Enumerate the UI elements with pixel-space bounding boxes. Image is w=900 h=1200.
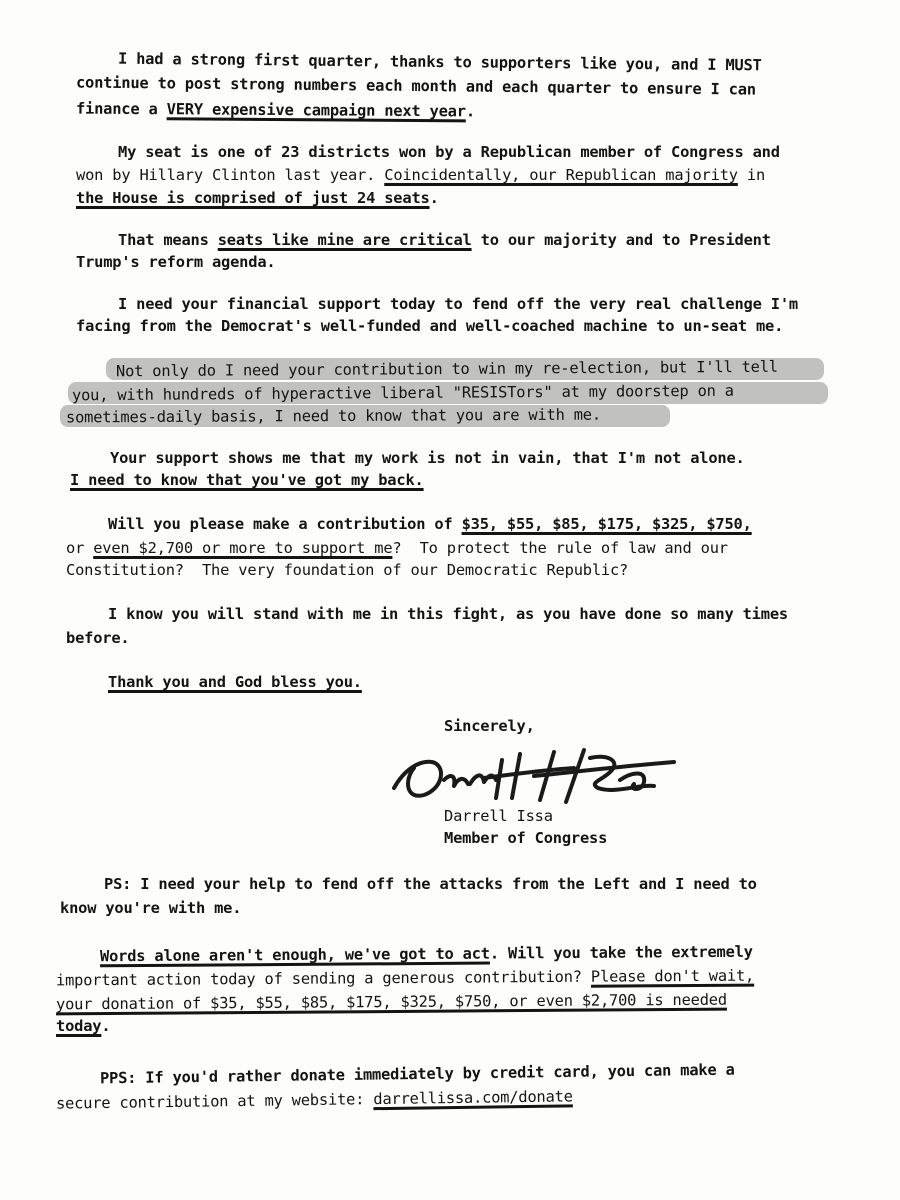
p6-underlined-phrase: I need to know that you've got my back. xyxy=(70,471,424,489)
p2-line3 xyxy=(76,188,439,208)
p3-line1 xyxy=(118,230,771,250)
pps-line2 xyxy=(56,1086,573,1113)
p7-line1-text: Will you please make a contribution of xyxy=(108,515,462,533)
ps2-please-dont-wait: Please don't wait, xyxy=(590,966,755,986)
ps2-line3 xyxy=(56,990,727,1015)
ps2-line4 xyxy=(56,1016,110,1036)
p2-underlined-phrase-2: the House is comprised of just 24 seats xyxy=(76,189,430,207)
donate-url-link[interactable]: darrellissa.com/donate xyxy=(373,1087,573,1109)
ps2-underlined-phrase: Words alone aren't enough, we've got to act xyxy=(99,944,490,966)
p8-line2: before. xyxy=(66,629,130,647)
p7-line2-text: or xyxy=(66,539,94,557)
ps2-line4-end: . xyxy=(101,1017,111,1035)
p1-underlined-phrase: VERY expensive campaign next year xyxy=(166,100,466,121)
closing-salutation: Sincerely, xyxy=(444,717,535,735)
pps-line2-text: secure contribution at my website: xyxy=(55,1090,374,1113)
signer-name: Darrell Issa xyxy=(444,807,553,825)
thank-you-phrase: Thank you and God bless you. xyxy=(108,673,362,691)
p7-line2 xyxy=(66,538,728,558)
p5-line2: you, with hundreds of hyperactive liberal "RESISTors" at my doorstep on a xyxy=(71,381,734,405)
p2-line2-text: won by Hillary Clinton last year. xyxy=(76,166,385,184)
ps2-line2 xyxy=(56,966,754,991)
ps2-line2-text: important action today of sending a generous contribution? xyxy=(55,967,591,990)
p7-line2-end: ? To protect the rule of law and our xyxy=(392,539,728,557)
p7-underlined-phrase: even $2,700 or more to support me xyxy=(93,539,393,557)
p3-underlined-phrase: seats like mine are critical xyxy=(217,231,472,249)
p9-line1 xyxy=(108,672,362,692)
p3-line1-end: to our majority and to President xyxy=(471,231,771,249)
p3-line2: Trump's reform agenda. xyxy=(76,253,276,271)
p7-amounts: $35, $55, $85, $175, $325, $750, xyxy=(461,515,752,533)
pps-line1: PPS: If you'd rather donate immediately by credit card, you can make a xyxy=(99,1060,735,1088)
p2-line3-end: . xyxy=(429,189,439,207)
ps2-today: today xyxy=(56,1017,102,1035)
handwritten-signature xyxy=(384,740,684,810)
ps2-line1-end: . Will you take the extremely xyxy=(489,942,753,963)
p6-line1: Your support shows me that my work is not in vain, that I'm not alone. xyxy=(110,449,745,467)
p3-line1-text: That means xyxy=(118,231,218,249)
p8-line1: I know you will stand with me in this fight, as you have done so many times xyxy=(108,605,788,623)
p1-line3-text: finance a xyxy=(75,99,167,119)
p4-line1: I need your financial support today to fend off the very real challenge I'm xyxy=(118,295,798,313)
p7-line3: Constitution? The very foundation of our Democratic Republic? xyxy=(66,561,629,579)
p2-line1: My seat is one of 23 districts won by a Republican member of Congress and xyxy=(118,143,780,161)
ps2-amounts-line: your donation of $35, $55, $85, $175, $325, $750, or even $2,700 is needed xyxy=(55,990,727,1014)
p1-line2: continue to post strong numbers each month and each quarter to ensure I can xyxy=(75,73,757,99)
signer-title: Member of Congress xyxy=(444,829,608,847)
p5-line1: Not only do I need your contribution to win my re-election, but I'll tell xyxy=(115,357,778,381)
p2-underlined-phrase: Coincidentally, our Republican majority xyxy=(384,166,738,184)
ps-line2: know you're with me. xyxy=(60,899,242,917)
p5-line3: sometimes-daily basis, I need to know that you are with me. xyxy=(65,405,601,427)
ps-line1: PS: I need your help to fend off the attacks from the Left and I need to xyxy=(104,875,757,893)
p1-line1: I had a strong first quarter, thanks to supporters like you, and I MUST xyxy=(117,49,762,75)
p4-line2: facing from the Democrat's well-funded and well-coached machine to un-seat me. xyxy=(76,317,784,335)
p7-line1 xyxy=(108,514,752,534)
p6-line2 xyxy=(70,470,424,490)
p1-line3 xyxy=(76,99,475,122)
p1-line3-end: . xyxy=(465,102,475,121)
ps2-line1 xyxy=(100,942,753,967)
p2-line2 xyxy=(76,165,765,185)
p2-line2-end: in xyxy=(737,166,766,184)
